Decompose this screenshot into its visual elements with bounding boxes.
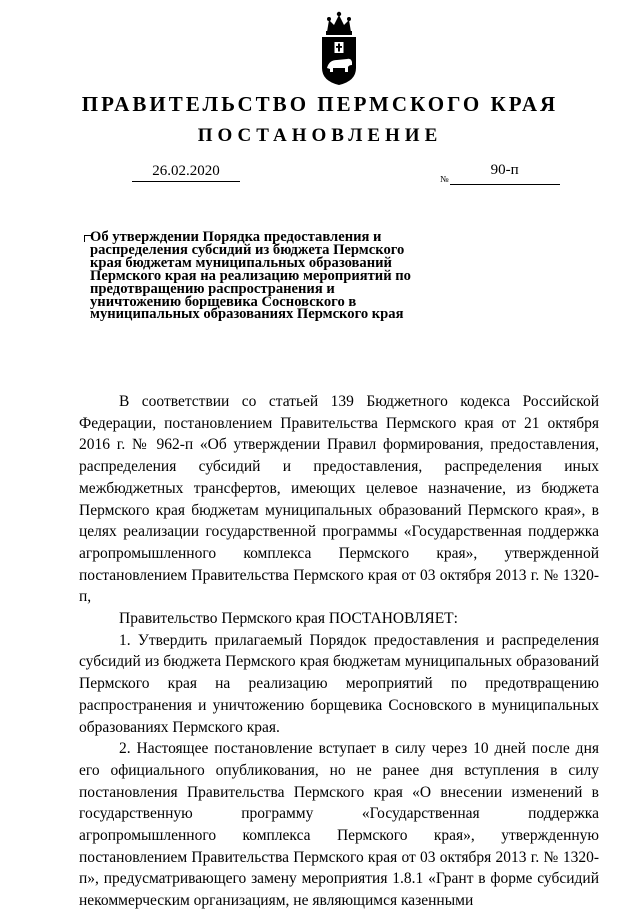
coat-of-arms-icon: [318, 10, 360, 86]
document-title: Об утверждении Порядка предоставления и распределения субсидий из бюджета Пермского края бюджетам муниципальных образований Пермского края на реализацию мероприятий по предотвращению распространения и уничтожению борщевика Сосновского в муниципальных образованиях Пермского края: [90, 229, 411, 323]
paragraph-resolves: Правительство Пермского края ПОСТАНОВЛЯЕТ:: [119, 610, 458, 628]
document-body: [79, 391, 599, 912]
number-sign: №: [440, 174, 449, 184]
document-date: 26.02.2020: [132, 163, 240, 182]
document-number: 90-п: [450, 162, 560, 185]
paragraph-item-1: 1. Утвердить прилагаемый Порядок предоставления и распределения субсидий из бюджета Пермского края бюджетам муниципальных образований Пермского края на реализацию мероприятий по предотвращению распространения и уничтожению борщевика Сосновского в муниципальных образованиях Пермского края.: [79, 631, 599, 736]
paragraph-item-2: 2. Настоящее постановление вступает в силу через 10 дней после дня его официального опубликования, но не ранее дня вступления в силу постановления Правительства Пермского края «О внесении изменений в государственную программу «Государственная поддержка агропромышленного комплекса Пермского края», утвержденную постановлением Правительства Пермского края от 03 октября 2013 г. № 1320-п», предусматривающего замену мероприятия 1.8.1 «Грант в форме субсидий некоммерческим организациям, не являющимся казенными: [79, 740, 599, 910]
document-number-block: [440, 162, 560, 185]
paragraph-preamble: В соответствии со статьей 139 Бюджетного кодекса Российской Федерации, постановлением Правительства Пермского края от 21 октября 2016 г. № 962-п «Об утверждении Правил формирования, предоставления, распределения субсидий и предоставления, распределения иных межбюджетных трансфертов, имеющих целевое назначение, из бюджета Пермского края бюджетам муниципальных образований Пермского края», в целях реализации государственной программы «Государственная поддержка агропромышленного комплекса Пермского края», утвержденной постановлением Правительства Пермского края от 03 октября 2013 г. № 1320-п,: [79, 393, 599, 606]
government-name: ПРАВИТЕЛЬСТВО ПЕРМСКОГО КРАЯ: [81, 92, 559, 116]
document-type: ПОСТАНОВЛЕНИЕ: [197, 125, 443, 146]
